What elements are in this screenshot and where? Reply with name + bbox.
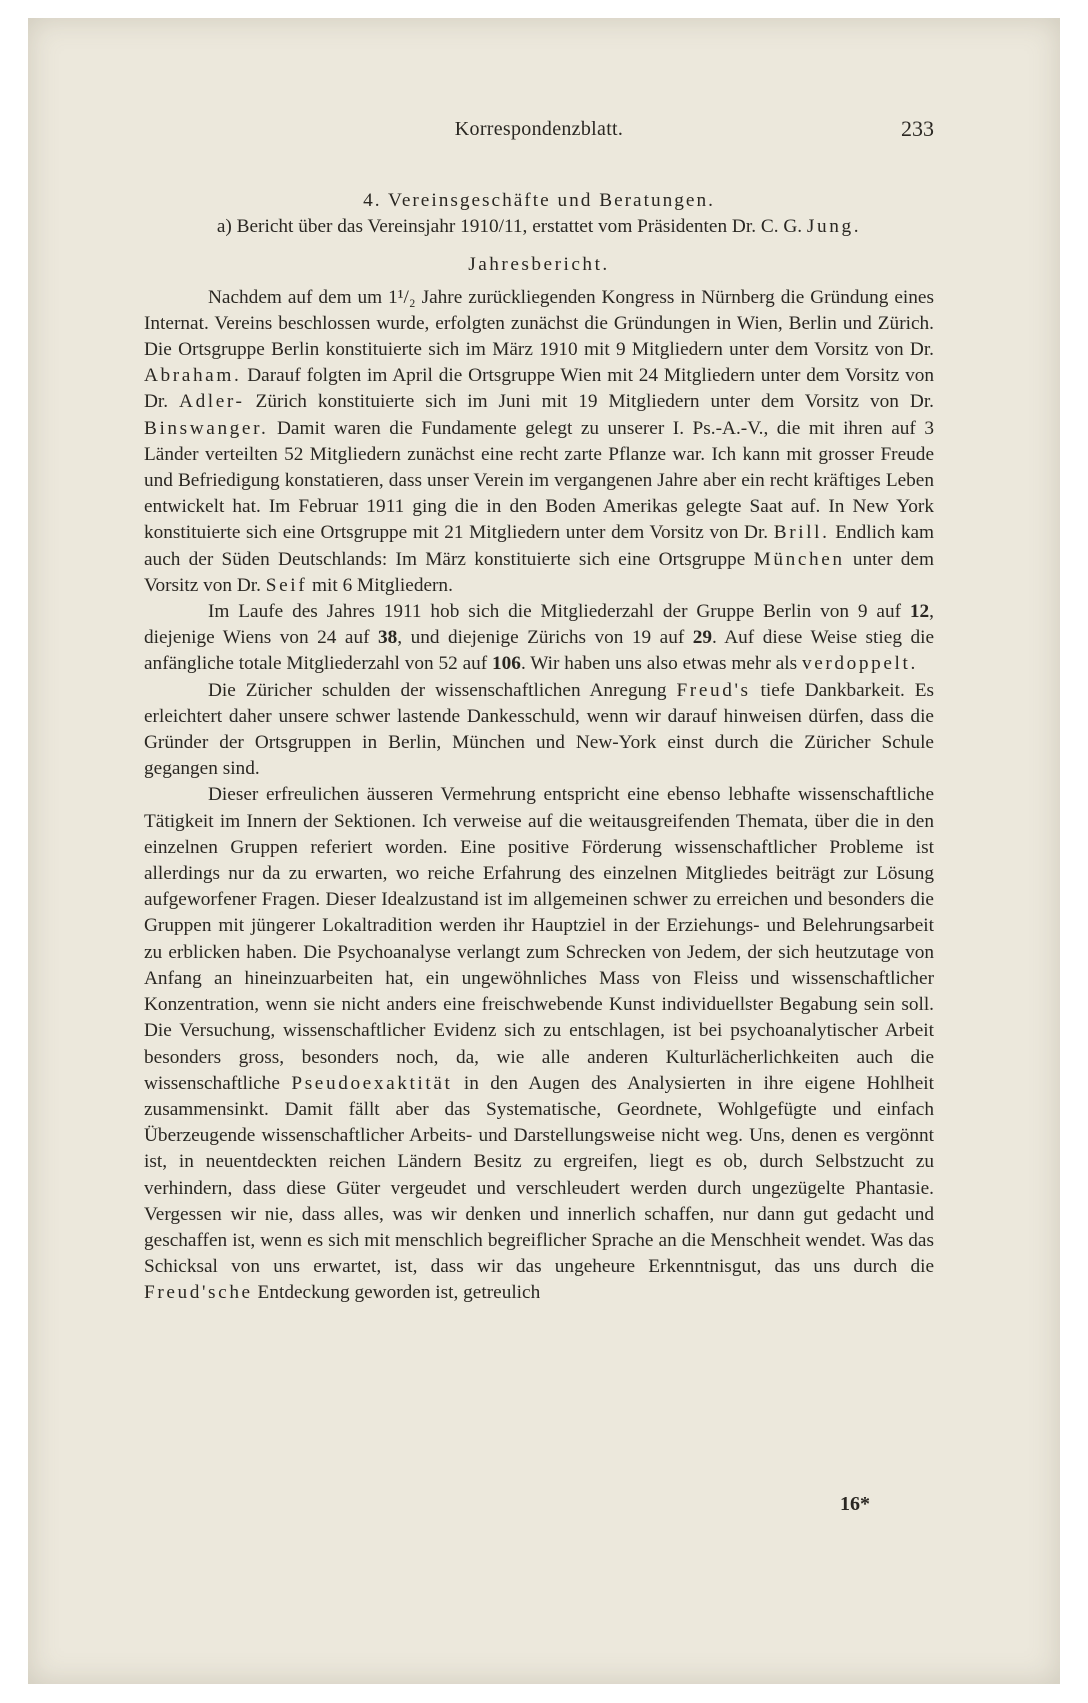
p3-text: tiefe Dankbarkeit. Es erleichtert daher unsere schwer lastende Dankesschuld, wenn wir darauf hinweisen dürfen, dass die Gründer der Ortsgruppen in Berlin, München und New-York einst durch die Züricher Schule gegangen sind.: [144, 679, 934, 780]
signature-mark: 16*: [840, 1493, 870, 1515]
p4-text: Dieser erfreulichen äusseren Vermehrung entspricht eine ebenso lebhafte wissenschaftliche Tätigkeit im Innern der Sektionen. Ich verweise auf die weitausgreifenden Themata, über die in den einzelnen Gruppen referiert worden. Eine positive Förderung wissenschaftlicher Probleme ist allerdings nur da zu erwarten, wo reiche Erfahrung des einzelnen Mitgliedes beiträgt zur Lösung aufgeworfener Fragen. Dieser Idealzustand ist im allgemeinen schwer zu erreichen und besonders die Gruppen mit jüngerer Lokaltradition werden ihr Hauptziel in der Erziehungs- und Belehrungsarbeit zu erblicken haben. Die Psychoanalyse verlangt zum Schrecken von Jedem, der sich heutzutage von Anfang an hineinzuarbeiten hat, ein ungewöhnliches Mass von Fleiss und wissenschaftlicher Konzentration, wenn sie nicht anders eine freischwebende Kunst individuellster Begabung sein soll. Die Versuchung, wissenschaftlicher Evidenz sich zu entschlagen, ist bei psychoanalytischer Arbeit besonders gross, besonders noch, da, wie alle anderen Kulturlächerlichkeiten auch die wissenschaftliche: [144, 784, 934, 1094]
p2-emphasis: verdoppelt.: [802, 653, 918, 675]
page-number: 233: [901, 116, 934, 141]
paragraph-3: [144, 678, 934, 783]
p4-name-freud: Freud'sche: [144, 1282, 253, 1304]
p1-text: unter dem Vorsitz von Dr.: [144, 548, 934, 596]
p2-text: . Wir haben uns also etwas mehr als: [520, 653, 802, 675]
p1-fraction: ¹/₂: [397, 286, 416, 308]
p1-name-brill: Brill.: [773, 522, 830, 544]
p3-text: Die Züricher schulden der wissenschaftlichen Anregung: [208, 679, 677, 701]
p1-name-binswanger: Binswanger.: [144, 417, 269, 439]
p1-name-adler: Adler-: [179, 391, 245, 413]
p1-text: Damit waren die Fundamente gelegt zu unserer I. Ps.-A.-V., die mit ihren auf 3 Länder verteilten 52 Mitgliedern zunächst eine recht zarte Pflanze war. Ich kann mit grosser Freude und Befriedigung konstatieren, dass unser Verein im vergangenen Jahre aber ein recht kräftiges Leben entwickelt hat. Im Februar 1911 ging die in den Boden Amerikas gelegte Saat auf. In New York konstituierte sich eine Ortsgruppe mit 21 Mitgliedern unter dem Vorsitz von Dr.: [144, 417, 934, 544]
p2-number: 38: [378, 627, 398, 649]
p1-text: Zürich konstituierte sich im Juni mit 19 Mitgliedern unter dem Vorsitz von Dr.: [244, 391, 934, 413]
paragraph-1: [144, 285, 934, 599]
p2-text: , diejenige Wiens von 24 auf: [144, 601, 934, 649]
subheading-text: a) Bericht über das Vereinsjahr 1910/11, erstattet vom Präsidenten Dr. C. G.: [216, 216, 807, 238]
p1-text: Nachdem auf dem um 1: [208, 286, 398, 308]
p1-text: mit 6 Mitgliedern.: [307, 574, 453, 596]
p2-text: . Auf diese Weise stieg die anfängliche totale Mitgliederzahl von 52 auf: [144, 627, 934, 675]
p2-number: 106: [492, 653, 521, 675]
p2-number: 12: [909, 601, 930, 623]
p4-text: in den Augen des Analysierten in ihre eigene Hohlheit zusammensinkt. Damit fällt aber das Systematische, Geordnete, Wohlgefügte und einfach Überzeugende wissenschaftlicher Arbeits- und Darstellungsweise nicht weg. Uns, denen es vergönnt ist, in neuentdeckten reichen Ländern Besitz zu ergreifen, liegt es ob, durch Selbstzucht zu verhindern, dass diese Güter vergeudet und verschleudert werden durch ungezügelte Phantasie. Vergessen wir nie, dass alles, was wir denken und innerlich schaffen, nur dann gut gedacht und geschaffen ist, wenn es sich mit menschlich begreiflicher Sprache an die Menschheit wendet. Was das Schicksal von uns erwartet, ist, dass wir das ungeheure Erkenntnisgut, das uns durch die: [144, 1072, 934, 1278]
paragraph-2: [144, 599, 934, 678]
subheading: [144, 214, 934, 240]
p1-name-seif: Seif: [265, 574, 308, 596]
page-header: [144, 118, 934, 148]
p2-number: 29: [692, 627, 713, 649]
report-title: Jahresbericht.: [468, 254, 610, 276]
p1-text: Jahre zurückliegenden Kongress in Nürnberg die Gründung eines Internat. Vereins beschlossen wurde, erfolgten zunächst die Gründungen in Wien, Berlin und Zürich. Die Ortsgruppe Berlin konstituierte sich im März 1910 mit 9 Mitgliedern unter dem Vorsitz von Dr.: [144, 286, 934, 361]
running-head: Korrespondenzblatt.: [454, 118, 624, 140]
subheading-author: Jung.: [806, 216, 862, 238]
paragraph-4: [144, 782, 934, 1306]
p1-name-abraham: Abraham.: [144, 365, 242, 387]
p2-text: Im Laufe des Jahres 1911 hob sich die Mitgliederzahl der Gruppe Berlin von 9 auf: [208, 601, 910, 623]
p1-text: Endlich kam auch der Süden Deutschlands: Im März konstituierte sich eine Ortsgruppe: [144, 522, 935, 570]
section-heading: 4. Vereinsgeschäfte und Beratungen.: [363, 190, 715, 211]
p2-text: , und diejenige Zürichs von 19 auf: [397, 627, 693, 649]
body-text: [144, 188, 934, 1307]
p1-name-muenchen: München: [753, 548, 845, 570]
p4-text: Entdeckung geworden ist, getreulich: [252, 1282, 541, 1304]
p1-text: Darauf folgten im April die Ortsgruppe Wien mit 24 Mitgliedern unter dem Vorsitz von Dr.: [144, 365, 934, 413]
p3-name-freud: Freud's: [676, 679, 751, 701]
p4-emphasis: Pseudoexaktität: [291, 1072, 453, 1094]
